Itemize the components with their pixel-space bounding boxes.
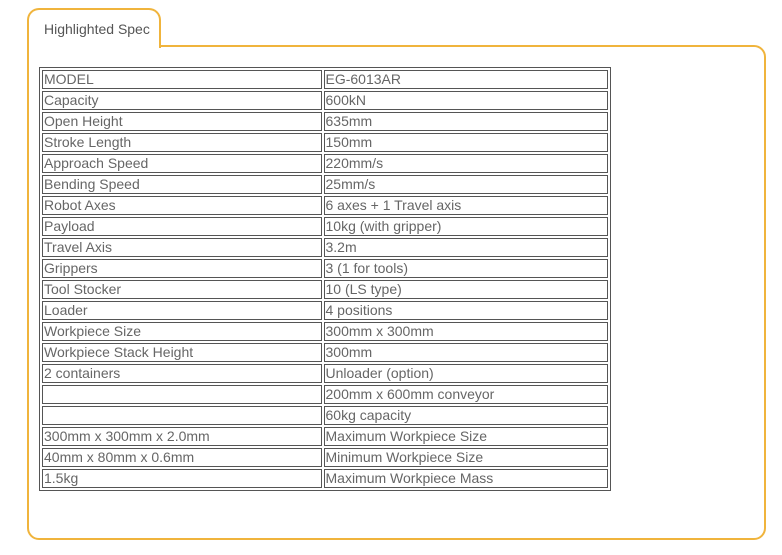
table-row — [42, 406, 608, 425]
table-row — [42, 259, 608, 278]
table-row — [42, 343, 608, 362]
table-row — [42, 469, 608, 488]
spec-value-cell: 3 (1 for tools) — [324, 259, 609, 278]
spec-label-cell: 40mm x 80mm x 0.6mm — [42, 448, 322, 467]
spec-label-cell: Robot Axes — [42, 196, 322, 215]
spec-label-cell: Loader — [42, 301, 322, 320]
table-row — [42, 175, 608, 194]
spec-label-cell — [42, 406, 322, 425]
spec-label-cell: Workpiece Size — [42, 322, 322, 341]
spec-value-cell: Maximum Workpiece Mass — [324, 469, 609, 488]
spec-value-cell: 4 positions — [324, 301, 609, 320]
table-row — [42, 154, 608, 173]
table-row — [42, 112, 608, 131]
spec-value-cell: Maximum Workpiece Size — [324, 427, 609, 446]
spec-label-cell: 1.5kg — [42, 469, 322, 488]
spec-value-cell: 600kN — [324, 91, 609, 110]
spec-table-body — [42, 70, 608, 488]
spec-value-cell: EG-6013AR — [324, 70, 609, 89]
spec-value-cell: 220mm/s — [324, 154, 609, 173]
spec-label-cell: Workpiece Stack Height — [42, 343, 322, 362]
table-row — [42, 385, 608, 404]
spec-value-cell: 635mm — [324, 112, 609, 131]
spec-label-cell: Payload — [42, 217, 322, 236]
spec-value-cell: 10kg (with gripper) — [324, 217, 609, 236]
tab-label: Highlighted Spec — [44, 21, 150, 37]
spec-value-cell: 10 (LS type) — [324, 280, 609, 299]
spec-label-cell: Capacity — [42, 91, 322, 110]
spec-label-cell: MODEL — [42, 70, 322, 89]
spec-value-cell: Minimum Workpiece Size — [324, 448, 609, 467]
table-row — [42, 448, 608, 467]
spec-label-cell: 2 containers — [42, 364, 322, 383]
table-row — [42, 427, 608, 446]
spec-value-cell: 200mm x 600mm conveyor — [324, 385, 609, 404]
spec-value-cell: 300mm x 300mm — [324, 322, 609, 341]
spec-value-cell: 6 axes + 1 Travel axis — [324, 196, 609, 215]
spec-label-cell: Stroke Length — [42, 133, 322, 152]
table-row — [42, 238, 608, 257]
table-row — [42, 70, 608, 89]
spec-label-cell: Tool Stocker — [42, 280, 322, 299]
table-row — [42, 280, 608, 299]
spec-label-cell: Approach Speed — [42, 154, 322, 173]
table-row — [42, 217, 608, 236]
table-row — [42, 91, 608, 110]
table-row — [42, 322, 608, 341]
spec-value-cell: 300mm — [324, 343, 609, 362]
spec-value-cell: Unloader (option) — [324, 364, 609, 383]
table-row — [42, 196, 608, 215]
spec-value-cell: 3.2m — [324, 238, 609, 257]
table-row — [42, 301, 608, 320]
spec-label-cell: 300mm x 300mm x 2.0mm — [42, 427, 322, 446]
spec-value-cell: 60kg capacity — [324, 406, 609, 425]
spec-label-cell: Grippers — [42, 259, 322, 278]
spec-label-cell: Bending Speed — [42, 175, 322, 194]
table-row — [42, 133, 608, 152]
spec-label-cell: Travel Axis — [42, 238, 322, 257]
spec-table — [39, 67, 611, 491]
tab-highlighted-spec[interactable] — [27, 8, 161, 48]
spec-label-cell — [42, 385, 322, 404]
spec-value-cell: 25mm/s — [324, 175, 609, 194]
table-row — [42, 364, 608, 383]
spec-value-cell: 150mm — [324, 133, 609, 152]
spec-label-cell: Open Height — [42, 112, 322, 131]
